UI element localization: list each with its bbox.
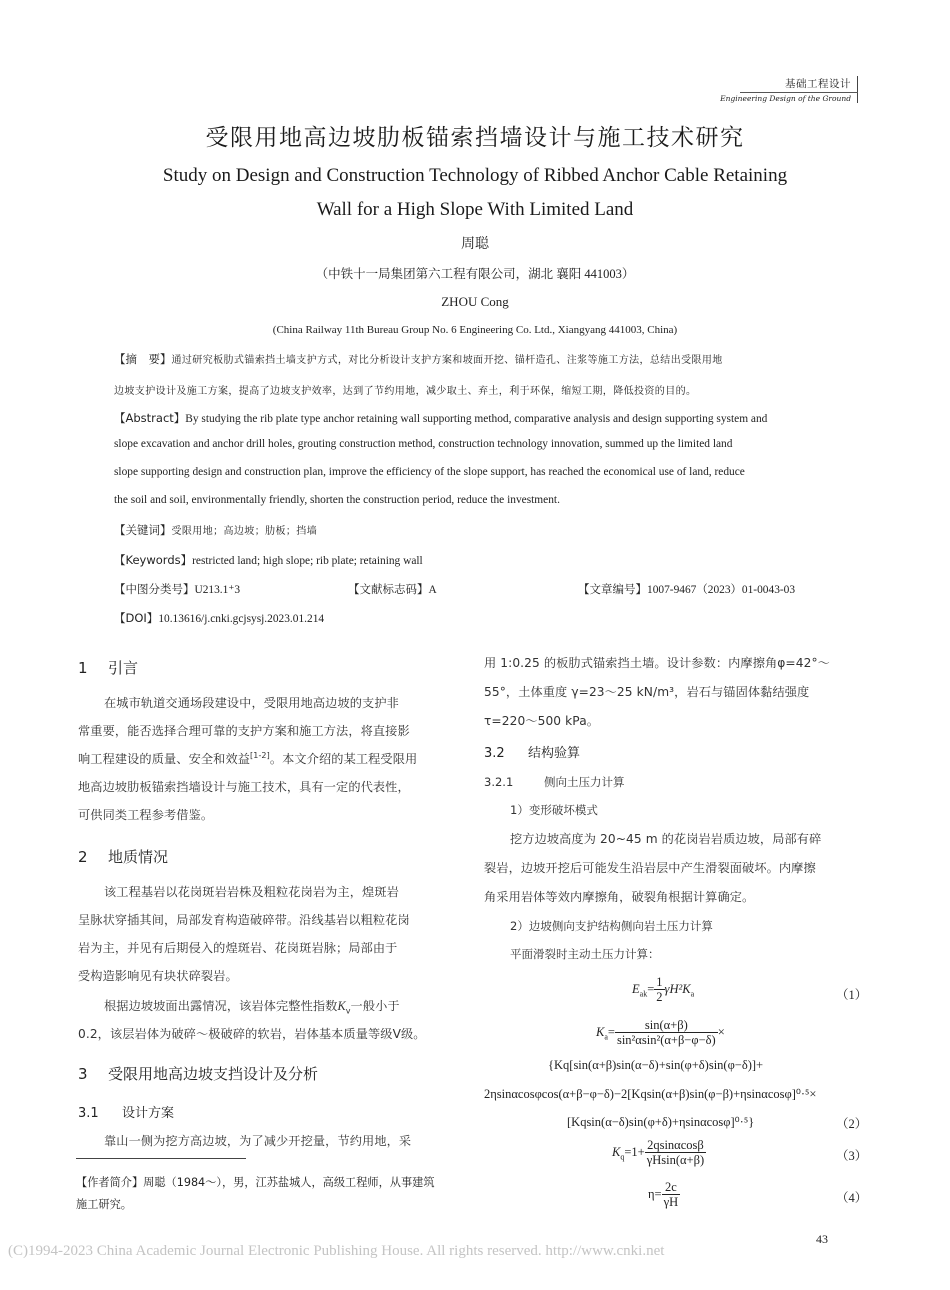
eq2-line2: {Kq[sin(α+β)sin(α−δ)+sin(φ+δ)sin(φ−δ)]+: [548, 1058, 764, 1072]
abstract-en-line2: slope excavation and anchor drill holes, grouting construction method, construction technology innovation, summed up the limited land: [114, 438, 733, 450]
equation-1: [632, 975, 694, 1005]
author-bio-line1: [76, 1174, 435, 1190]
eq2-equals: =: [607, 1024, 615, 1039]
section-3-heading: [78, 1063, 318, 1084]
abstract-zh-line1: [114, 351, 836, 367]
clc-value: U213.1⁺3: [194, 584, 241, 596]
abstract-zh-text1: 通过研究板肋式锚索挡土墙支护方式，对比分析设计支护方案和坡面开挖、锚杆造孔、注浆等施工方法，总结出受限用地: [171, 355, 723, 366]
eq1-equals: =: [647, 981, 655, 996]
section-1-number: 1: [78, 659, 88, 677]
footnote-rule: [76, 1158, 246, 1159]
eq1-denominator: 2: [656, 990, 663, 1005]
s2-line5-a: 根据边坡坡面出露情况，该岩体完整性指数: [104, 999, 338, 1013]
affiliation-en: (China Railway 11th Bureau Group No. 6 Engineering Co. Ltd., Xiangyang 441003, China): [272, 324, 678, 336]
abstract-en-line4: the soil and soil, environmentally friendly, shorten the construction period, reduce the investment.: [114, 494, 560, 506]
author-bio-label: 【作者简介】: [76, 1176, 144, 1189]
keywords-en-label: 【Keywords】: [114, 553, 193, 567]
section-3-1-title: 设计方案: [122, 1106, 175, 1121]
eq1-lhs: E: [632, 981, 640, 996]
article-no-label: 【文章编号】: [578, 582, 647, 596]
author-bio-line2: 施工研究。: [76, 1198, 132, 1211]
paper-title-zh: 受限用地高边坡肋板锚索挡墙设计与施工技术研究: [205, 125, 745, 151]
s1-line3: [78, 750, 417, 767]
keywords-zh: [114, 522, 836, 538]
doi: [114, 610, 324, 626]
eq3-lhs-sub: q: [620, 1152, 625, 1162]
s1-line2: 常重要，能否选择合理可靠的支护方案和施工方法，将直接影: [78, 724, 410, 738]
section-3-1-heading: [78, 1102, 174, 1121]
abstract-en-label: 【Abstract】: [114, 411, 186, 425]
equation-4: [648, 1180, 680, 1210]
doi-value: 10.13616/j.cnki.gcjsysj.2023.01.214: [158, 613, 325, 625]
eq3-numerator: 2qsinαcosβ: [645, 1138, 706, 1153]
eq4-numerator: 2c: [662, 1180, 681, 1195]
abstract-zh-line2: 边坡支护设计及施工方案，提高了边坡支护效率，达到了节约用地，减少取土、弃土，利于环保，缩短工期，降低投资的目的。: [114, 386, 697, 397]
s2-line6: 0.2，该层岩体为破碎～极破碎的软岩，岩体基本质量等级Ⅴ级。: [78, 1027, 426, 1041]
abstract-en-line1: [114, 410, 836, 426]
eq2-numerator: sin(α+β): [615, 1018, 718, 1033]
section-3-2-1-title: 侧向土压力计算: [544, 775, 625, 789]
s2-line5-b: 一般小于: [350, 999, 400, 1013]
eq3-lhs: K: [612, 1144, 621, 1159]
s2-line1: 该工程基岩以花岗斑岩岩株及粗粒花岗岩为主，煌斑岩: [104, 885, 399, 899]
eq2-line3: 2ηsinαcosφcos(α+β−φ−δ)−2[Kqsin(α+β)sin(φ−β)+ηsinαcosφ]⁰·⁵×: [484, 1087, 817, 1101]
r-line5: 裂岩，边坡开挖后可能发生沿岩层中产生滑裂面破坏。内摩擦: [484, 861, 816, 875]
section-1-title: 引言: [108, 659, 139, 677]
item-2: 2）边坡侧向支护结构侧向岩土压力计算: [510, 919, 713, 933]
eq3-number: （3）: [836, 1149, 868, 1163]
eq1-number: （1）: [836, 988, 868, 1002]
eq2-number: （2）: [836, 1117, 868, 1131]
eq4-fraction: [662, 1180, 681, 1210]
s2-line3: 岩为主，并见有后期侵入的煌斑岩、花岗斑岩脉；局部由于: [78, 941, 398, 955]
item-1: 1）变形破坏模式: [510, 803, 598, 817]
author-name-en: ZHOU Cong: [441, 294, 509, 309]
paper-title-en-line2: Wall for a High Slope With Limited Land: [316, 199, 634, 220]
section-3-2-1-heading: [484, 774, 625, 790]
section-3-2-number: 3.2: [484, 746, 505, 761]
eq1-lhs-sub: ak: [639, 989, 648, 999]
section-3-number: 3: [78, 1065, 88, 1083]
eq3-equals: =1+: [624, 1144, 645, 1159]
abstract-en-line3: slope supporting design and construction plan, improve the efficiency of the slope support, has reached the economical use of land, reduce: [114, 466, 745, 478]
eq1-rhs-sub: a: [690, 989, 695, 999]
doc-code-value: A: [428, 584, 437, 596]
journal-title-en: Engineering Design of the Ground: [720, 94, 851, 103]
keywords-en: [114, 552, 836, 568]
r-line6: 角采用岩体等效内摩擦角，破裂角根据计算确定。: [484, 890, 755, 904]
abstract-en-text1: By studying the rib plate type anchor retaining wall supporting method, comparative analysis and design supporting system and: [185, 413, 768, 425]
eq4-number: （4）: [836, 1191, 868, 1205]
s1-line3-b: 。本文介绍的某工程受限用: [269, 752, 418, 766]
s1-line3-a: 响工程建设的质量、安全和效益: [78, 752, 251, 766]
eq1-rhs: γH²K: [664, 981, 691, 996]
doi-label: 【DOI】: [114, 611, 159, 625]
s1-line5: 可供同类工程参考借鉴。: [78, 808, 214, 822]
running-head: [720, 76, 858, 103]
section-1-heading: [78, 657, 138, 678]
section-3-2-title: 结构验算: [528, 746, 581, 761]
section-3-1-number: 3.1: [78, 1106, 99, 1121]
r-line3: τ=220～500 kPa。: [484, 714, 600, 728]
s2-line5: [104, 997, 400, 1015]
keywords-zh-label: 【关键词】: [114, 523, 172, 537]
eq2-lhs: K: [596, 1024, 605, 1039]
clc-label: 【中图分类号】: [114, 582, 195, 596]
s31-line1: 靠山一侧为挖方高边坡，为了减少开挖量，节约用地，采: [104, 1134, 412, 1148]
journal-title-zh: 基础工程设计: [785, 78, 851, 90]
article-number: [578, 581, 795, 597]
r-line1: 用 1:0.25 的板肋式锚索挡土墙。设计参数：内摩擦角φ=42°～: [484, 656, 830, 670]
keywords-en-text: restricted land; high slope; rib plate; retaining wall: [192, 555, 423, 567]
page-number: 43: [816, 1232, 828, 1246]
eq4-denominator: γH: [663, 1195, 679, 1210]
document-code: [348, 581, 437, 597]
integrity-symbol: K: [337, 999, 346, 1013]
s1-line4: 地高边坡肋板锚索挡墙设计与施工技术，具有一定的代表性，: [78, 780, 410, 794]
eq1-fraction: [654, 975, 664, 1005]
equation-3: [612, 1138, 706, 1168]
section-3-title: 受限用地高边坡支挡设计及分析: [108, 1065, 319, 1083]
header-rule: [740, 92, 858, 93]
cnki-watermark: (C)1994-2023 China Academic Journal Electronic Publishing House. All rights reserved. http://www.cnki.net: [8, 1243, 665, 1259]
keywords-zh-text: 受限用地；高边坡；肋板；挡墙: [171, 526, 318, 537]
eq3-denominator: γHsin(α+β): [646, 1153, 705, 1168]
eq2-denominator: sin²αsin²(α+β−φ−δ): [616, 1033, 716, 1048]
paper-title-en-line1: Study on Design and Construction Technology of Ribbed Anchor Cable Retaining: [162, 165, 788, 186]
section-2-heading: [78, 846, 168, 867]
eq2-lhs-sub: a: [604, 1032, 608, 1042]
article-no-value: 1007-9467（2023）01-0043-03: [647, 584, 796, 596]
r-line7: 平面滑裂时主动土压力计算：: [510, 947, 660, 961]
section-2-number: 2: [78, 848, 88, 866]
eq2-fraction: [615, 1018, 718, 1048]
eq1-numerator: 1: [656, 975, 663, 989]
section-3-2-1-number: 3.2.1: [484, 775, 514, 789]
clc-number: [114, 581, 240, 597]
eq2-line4: [Kqsin(α−δ)sin(φ+δ)+ηsinαcosφ]⁰·⁵}: [567, 1115, 755, 1129]
eq3-fraction: [645, 1138, 706, 1168]
equation-2: [596, 1018, 725, 1048]
r-line4: 挖方边坡高度为 20~45 m 的花岗岩岩质边坡，局部有碎: [510, 832, 822, 846]
affiliation-zh: （中铁十一局集团第六工程有限公司，湖北 襄阳 441003）: [315, 267, 635, 281]
abstract-zh-label: 【摘 要】: [114, 352, 172, 366]
s2-line2: 呈脉状穿插其间，局部发育构造破碎带。沿线基岩以粗粒花岗: [78, 913, 410, 927]
r-line2: 55°，土体重度 γ=23～25 kN/m³，岩石与锚固体黏结强度: [484, 685, 810, 699]
doc-code-label: 【文献标志码】: [348, 582, 429, 596]
author-name-zh: 周聪: [461, 236, 489, 252]
eq4-lhs: η=: [648, 1186, 662, 1201]
s2-line4: 受构造影响见有块状碎裂岩。: [78, 969, 238, 983]
integrity-subscript: v: [345, 1006, 351, 1016]
section-2-title: 地质情况: [108, 848, 169, 866]
citation-ref: [1-2]: [250, 750, 270, 760]
section-3-2-heading: [484, 742, 580, 761]
eq2-times: ×: [717, 1024, 725, 1039]
s1-line1: 在城市轨道交通场段建设中，受限用地高边坡的支护非: [104, 696, 399, 710]
author-bio-text1: 周聪（1984～），男，江苏盐城人，高级工程师，从事建筑: [143, 1176, 435, 1189]
